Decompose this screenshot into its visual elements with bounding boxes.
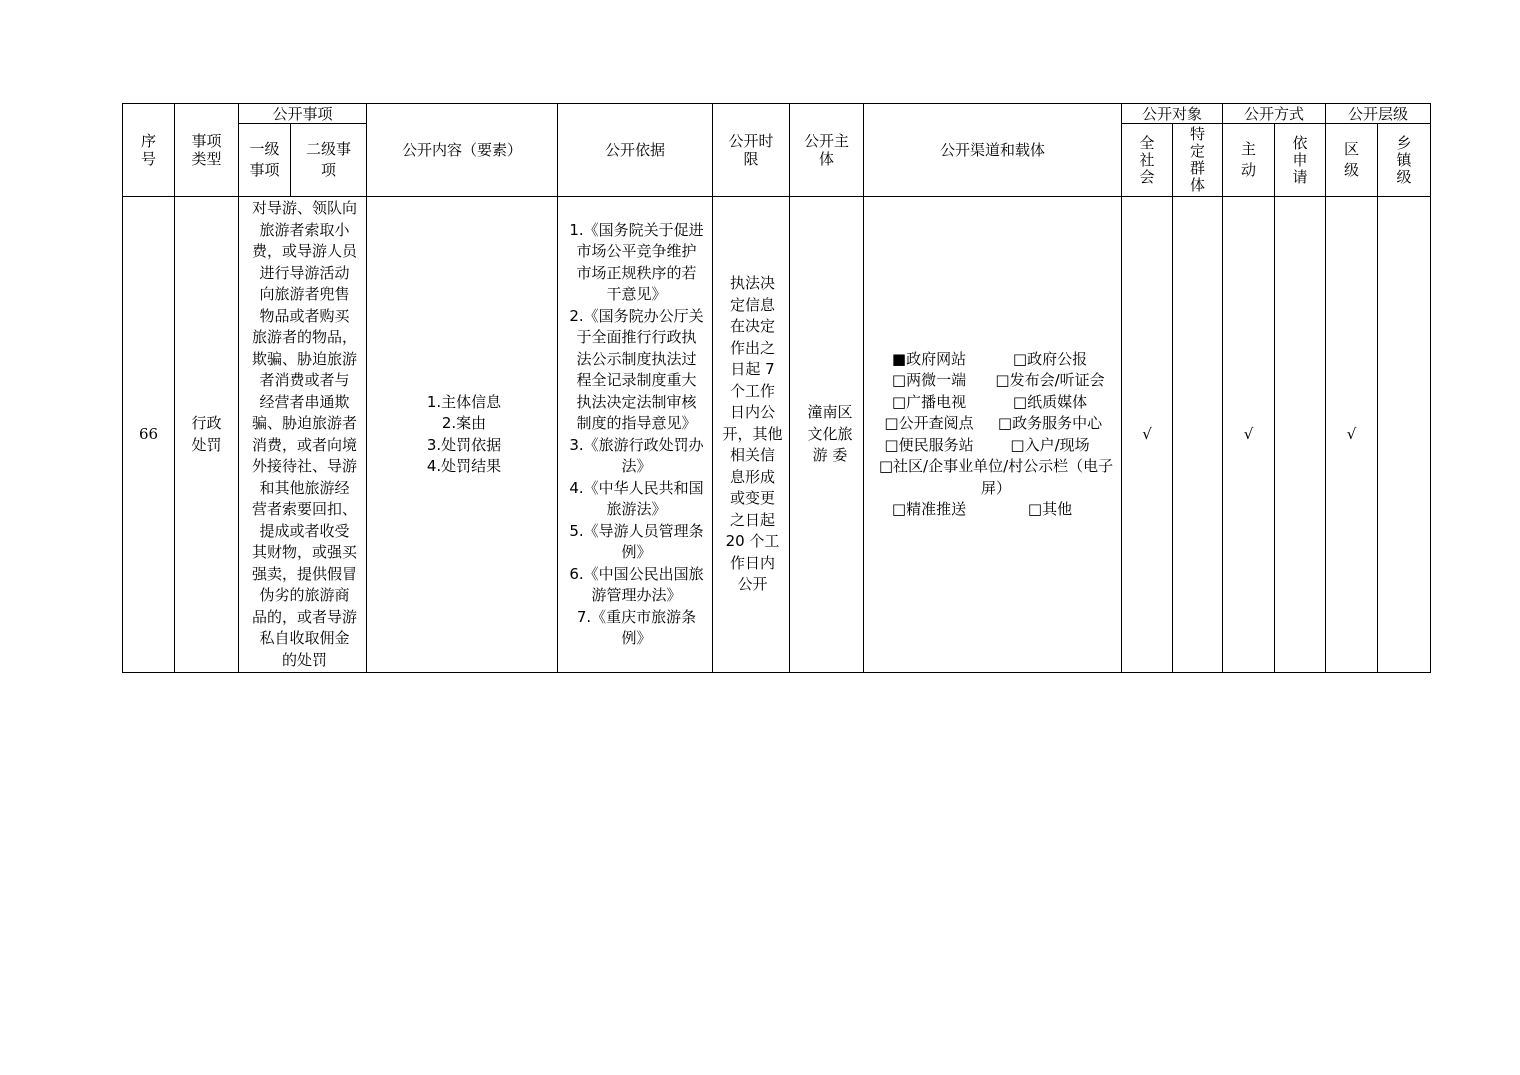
header-content: 公开内容（要素） bbox=[367, 104, 558, 197]
time-limit-line: 在决定 bbox=[730, 317, 776, 336]
channel-press: □发布会/听证会 bbox=[995, 371, 1105, 389]
level1-line: 者消费或者与 bbox=[259, 371, 350, 389]
header-group-public-item: 公开事项 bbox=[239, 104, 367, 124]
row-on-request bbox=[1275, 197, 1326, 673]
channel-onsite: □入户/现场 bbox=[1010, 435, 1090, 454]
time-limit-line: 执法决 bbox=[730, 274, 776, 293]
level1-line: 进行导游活动 bbox=[259, 263, 350, 282]
header-specific-group: 特 定 群 体 bbox=[1173, 124, 1223, 197]
basis-line: 市场正规秩序的若 bbox=[576, 263, 697, 282]
header-row-1 bbox=[123, 104, 1431, 124]
basis-line: 6.《中国公民出国旅 bbox=[569, 564, 704, 583]
row-subject bbox=[790, 197, 864, 673]
channel-other: □其他 bbox=[1027, 500, 1073, 518]
channel-convenience: □便民服务站 bbox=[884, 435, 974, 454]
level1-line: 其财物，或强买 bbox=[252, 543, 358, 561]
row-channel bbox=[864, 197, 1122, 673]
header-level2: 二级事 项 bbox=[291, 124, 367, 197]
basis-line: 1.《国务院关于促进 bbox=[569, 220, 704, 239]
time-limit-text bbox=[722, 273, 783, 596]
time-limit-line: 日起 7 bbox=[730, 360, 775, 379]
content-line: 2.案由 bbox=[441, 414, 487, 432]
disclosure-table bbox=[122, 103, 1431, 673]
basis-line: 法》 bbox=[621, 457, 652, 475]
row-content bbox=[367, 197, 558, 673]
row-whole-society: √ bbox=[1122, 197, 1173, 673]
time-limit-line: 开，其他 bbox=[722, 424, 783, 443]
subject-line: 潼南区 bbox=[807, 403, 853, 422]
basis-line: 市场公平竞争维护 bbox=[576, 242, 697, 260]
header-whole-society: 全 社 会 bbox=[1122, 124, 1173, 197]
level1-line: 的处罚 bbox=[282, 650, 328, 669]
level1-line: 消费，或者向境 bbox=[252, 435, 358, 454]
row-district: √ bbox=[1326, 197, 1378, 673]
channel-service-center: □政务服务中心 bbox=[997, 414, 1103, 432]
content-line: 1.主体信息 bbox=[426, 392, 502, 411]
subject-line: 文化旅 bbox=[807, 424, 853, 443]
basis-line: 7.《重庆市旅游条 bbox=[576, 607, 697, 626]
basis-line: 3.《旅游行政处罚办 bbox=[569, 435, 704, 454]
basis-line: 5.《导游人员管理条 bbox=[569, 521, 704, 540]
header-subject: 公开主 体 bbox=[790, 104, 864, 197]
subject-text bbox=[801, 402, 859, 467]
content-text bbox=[377, 392, 551, 478]
channel-precise: □精准推送 bbox=[891, 500, 967, 518]
level1-line: 旅游者的物品， bbox=[252, 328, 358, 346]
basis-line: 干意见》 bbox=[606, 285, 667, 303]
header-item-type: 事项 类型 bbox=[175, 104, 239, 197]
row-active: √ bbox=[1223, 197, 1275, 673]
level1-line: 经营者串通欺 bbox=[259, 392, 350, 411]
level1-line: 强卖，提供假冒 bbox=[252, 564, 358, 583]
time-limit-line: 个工作 bbox=[730, 381, 776, 400]
time-limit-line: 日内公 bbox=[730, 403, 776, 422]
basis-line: 旅游法》 bbox=[606, 500, 667, 518]
time-limit-line: 公开 bbox=[737, 575, 768, 594]
time-limit-line: 之日起 bbox=[730, 510, 776, 529]
channel-website: ■政府网站 bbox=[891, 349, 967, 368]
time-limit-line: 相关信 bbox=[730, 446, 776, 465]
header-township: 乡 镇 级 bbox=[1378, 124, 1431, 197]
channel-list bbox=[875, 349, 1117, 521]
header-on-request: 依 申 请 bbox=[1275, 124, 1326, 197]
basis-line: 例》 bbox=[621, 543, 652, 561]
row-item-type: 行政 处罚 bbox=[175, 197, 239, 673]
time-limit-line: 作日内 bbox=[730, 553, 776, 572]
basis-line: 于全面推行行政执 bbox=[576, 328, 697, 346]
row-basis bbox=[558, 197, 713, 673]
header-basis: 公开依据 bbox=[558, 104, 713, 197]
row-specific-group bbox=[1173, 197, 1223, 673]
time-limit-line: 20 个工 bbox=[725, 532, 780, 551]
basis-line: 游管理办法》 bbox=[591, 586, 682, 604]
header-group-public-level: 公开层级 bbox=[1326, 104, 1431, 124]
level1-line: 品的，或者导游 bbox=[252, 607, 358, 626]
level1-text bbox=[247, 198, 362, 671]
level1-line: 费，或导游人员 bbox=[252, 242, 358, 260]
channel-two-micro: □两微一端 bbox=[891, 371, 967, 389]
header-time-limit: 公开时 限 bbox=[713, 104, 790, 197]
header-district: 区 级 bbox=[1326, 124, 1378, 197]
level1-line: 旅游者索取小 bbox=[259, 220, 350, 239]
level1-line: 物品或者购买 bbox=[259, 306, 350, 325]
basis-line: 执法决定法制审核 bbox=[576, 392, 697, 411]
time-limit-line: 息形成 bbox=[730, 467, 776, 486]
level1-line: 和其他旅游经 bbox=[259, 478, 350, 497]
row-township bbox=[1378, 197, 1431, 673]
level1-line: 向旅游者兜售 bbox=[259, 285, 350, 303]
basis-line: 程全记录制度重大 bbox=[576, 371, 697, 389]
header-channel: 公开渠道和载体 bbox=[864, 104, 1122, 197]
channel-broadcast: □广播电视 bbox=[891, 392, 967, 411]
channel-reading: □公开查阅点 bbox=[884, 414, 974, 432]
table-row bbox=[123, 197, 1431, 673]
basis-line: 4.《中华人民共和国 bbox=[569, 478, 704, 497]
time-limit-line: 作出之 bbox=[730, 338, 776, 357]
level1-line: 私自收取佣金 bbox=[259, 629, 350, 647]
level1-line: 伪劣的旅游商 bbox=[259, 586, 350, 604]
header-group-public-object: 公开对象 bbox=[1122, 104, 1223, 124]
channel-gazette: □政府公报 bbox=[1012, 349, 1088, 368]
header-group-public-method: 公开方式 bbox=[1223, 104, 1326, 124]
time-limit-line: 或变更 bbox=[730, 489, 776, 508]
basis-text bbox=[567, 220, 706, 650]
channel-paper: □纸质媒体 bbox=[1012, 392, 1088, 411]
basis-line: 例》 bbox=[621, 629, 652, 647]
level1-line: 外接待社、导游 bbox=[252, 457, 358, 475]
basis-line: 2.《国务院办公厅关 bbox=[569, 306, 704, 325]
level1-line: 营者索要回扣、 bbox=[252, 500, 358, 518]
subject-line: 游 委 bbox=[812, 446, 848, 465]
level1-line: 欺骗、胁迫旅游 bbox=[252, 349, 358, 368]
content-line: 3.处罚依据 bbox=[426, 435, 502, 454]
header-level1: 一级 事项 bbox=[239, 124, 291, 197]
level1-line: 对导游、领队向 bbox=[252, 199, 358, 217]
level1-line: 骗、胁迫旅游者 bbox=[252, 414, 358, 432]
row-level1 bbox=[239, 197, 367, 673]
header-active: 主 动 bbox=[1223, 124, 1275, 197]
time-limit-line: 定信息 bbox=[730, 295, 776, 314]
level1-line: 提成或者收受 bbox=[259, 521, 350, 540]
row-time-limit bbox=[713, 197, 790, 673]
basis-line: 法公示制度执法过 bbox=[576, 349, 697, 368]
content-line: 4.处罚结果 bbox=[426, 457, 502, 475]
basis-line: 制度的指导意见》 bbox=[576, 414, 697, 432]
channel-community: □社区/企事业单位/村公示栏（电子屏） bbox=[878, 457, 1114, 497]
row-seq: 66 bbox=[123, 197, 175, 673]
header-seq: 序 号 bbox=[123, 104, 175, 197]
